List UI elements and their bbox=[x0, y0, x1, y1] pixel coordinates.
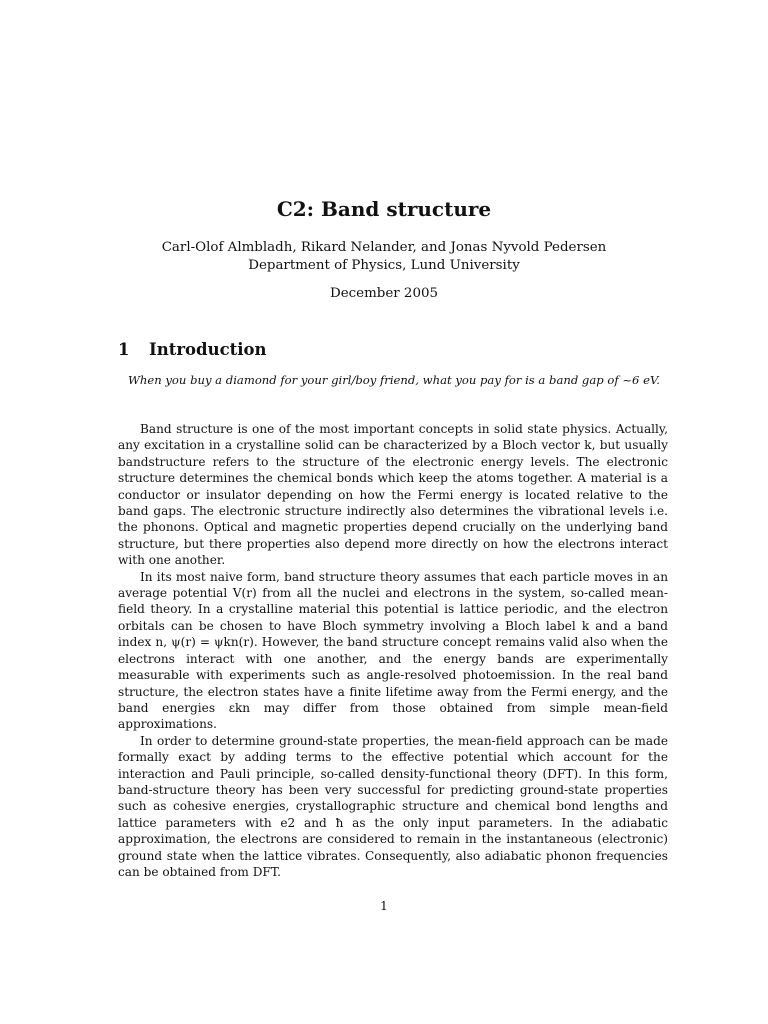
section-heading bbox=[118, 340, 267, 359]
affiliation: Department of Physics, Lund University bbox=[248, 258, 520, 273]
authors: Carl-Olof Almbladh, Rikard Nelander, and Jonas Nyvold Pedersen bbox=[161, 240, 607, 255]
paper-title: C2: Band structure bbox=[276, 197, 492, 221]
epigraph: When you buy a diamond for your girl/boy friend, what you pay for is a band gap of ~6 eV. bbox=[127, 373, 660, 387]
section-number: 1 bbox=[118, 340, 130, 359]
page-number: 1 bbox=[380, 899, 388, 913]
author-block bbox=[0, 239, 768, 275]
section-title: Introduction bbox=[149, 340, 267, 359]
body-text bbox=[118, 421, 668, 880]
publication-date: December 2005 bbox=[329, 286, 438, 301]
paragraph: In order to determine ground-state properties, the mean-field approach can be made formally exact by adding terms to the effective potential which account for the interaction and Pauli principle, so-called density-functional theory (DFT). In this form, band-structure theory has been very successful for predicting ground-state properties such as cohesive energies, crystallographic structure and chemical bond lengths and lattice parameters with e2 and ħ as the only input parameters. In the adiabatic approximation, the electrons are considered to remain in the instantaneous (electronic) ground state when the lattice vibrates. Consequently, also adiabatic phonon frequencies can be obtained from DFT. bbox=[118, 733, 668, 879]
paragraph: Band structure is one of the most important concepts in solid state physics. Actually, any excitation in a crystalline solid can be characterized by a Bloch vector k, but usually bandstructure refers to the structure of the electronic energy levels. The electronic structure determines the chemical bonds which keep the atoms together. A material is a conductor or insulator depending on how the Fermi energy is located relative to the band gaps. The electronic structure indirectly also determines the vibrational levels i.e. the phonons. Optical and magnetic properties depend crucially on the underlying band structure, but there properties also depend more directly on how the electrons interact with one another. bbox=[118, 422, 668, 568]
paragraph: In its most naive form, band structure theory assumes that each particle moves in an average potential V(r) from all the nuclei and electrons in the system, so-called mean-field theory. In a crystalline material this potential is lattice periodic, and the electron orbitals can be chosen to have Bloch symmetry involving a Bloch label k and a band index n, ψ(r) = ψkn(r). However, the band structure concept remains valid also when the electrons interact with one another, and the energy bands are experimentally measurable with experiments such as angle-resolved photoemission. In the real band structure, the electron states have a finite lifetime away from the Fermi energy, and the band energies εkn may differ from those obtained from simple mean-field approximations. bbox=[118, 569, 668, 732]
